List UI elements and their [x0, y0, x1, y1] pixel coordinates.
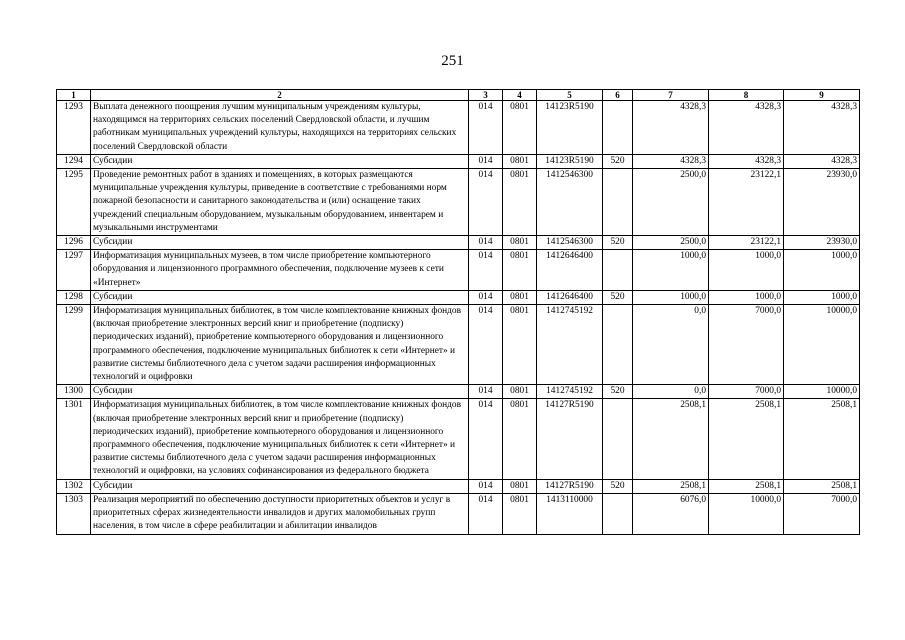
row-number: 1300: [57, 385, 91, 399]
amount-col-9: 1000,0: [784, 250, 860, 291]
table-row: [57, 290, 860, 304]
amount-col-8: 1000,0: [709, 250, 784, 291]
row-description: Проведение ремонтных работ в зданиях и помещениях, в которых размещаются муниципальные учреждения культуры, приведение в соответствие с требованиями норм пожарной безопасности и санитарного законодательства и (или) оснащение таких учреждений специальным оборудованием, музыкальным оборудованием, инвентарем и музыкальными инструментами: [91, 169, 469, 236]
cell-code-3: 014: [469, 479, 503, 493]
amount-col-9: 1000,0: [784, 290, 860, 304]
table-row: [57, 493, 860, 534]
amount-col-9: 7000,0: [784, 493, 860, 534]
amount-col-7: 4328,3: [633, 101, 709, 155]
cell-code-6: 520: [603, 290, 633, 304]
row-description: Реализация мероприятий по обеспечению доступности приоритетных объектов и услуг в приоритетных сферах жизнедеятельности инвалидов и других маломобильных групп населения, в том числе в сфере реабилитации и абилитации инвалидов: [91, 493, 469, 534]
amount-col-9: 10000,0: [784, 385, 860, 399]
amount-col-7: 2508,1: [633, 399, 709, 479]
column-header: 4: [503, 90, 537, 101]
row-description: Субсидии: [91, 290, 469, 304]
amount-col-8: 4328,3: [709, 154, 784, 168]
amount-col-8: 10000,0: [709, 493, 784, 534]
table-row: [57, 169, 860, 236]
cell-code-5: 1412546300: [537, 236, 603, 250]
row-number: 1294: [57, 154, 91, 168]
cell-code-6: [603, 101, 633, 155]
amount-col-7: 6076,0: [633, 493, 709, 534]
cell-code-5: 14127R5190: [537, 399, 603, 479]
cell-code-3: 014: [469, 290, 503, 304]
amount-col-9: 4328,3: [784, 101, 860, 155]
cell-code-6: 520: [603, 236, 633, 250]
amount-col-7: 1000,0: [633, 250, 709, 291]
column-header: 8: [709, 90, 784, 101]
amount-col-9: 23930,0: [784, 236, 860, 250]
row-description: Субсидии: [91, 236, 469, 250]
table-row: [57, 305, 860, 385]
amount-col-7: 2500,0: [633, 169, 709, 236]
cell-code-6: [603, 399, 633, 479]
amount-col-8: 23122,1: [709, 169, 784, 236]
amount-col-8: 7000,0: [709, 305, 784, 385]
row-description: Выплата денежного поощрения лучшим муниципальным учреждениям культуры, находящимся на территориях сельских поселений Свердловской области, и лучшим работникам муниципальных учреждений культуры, находящихся на территориях сельских поселений Свердловской области: [91, 101, 469, 155]
row-description: Информатизация муниципальных библиотек, в том числе комплектование книжных фондов (включая приобретение электронных версий книг и приобретение (подписку) периодических изданий), приобретение компьютерного оборудования и лицензионного программного обеспечения, подключение муниципальных библиотек к сети «Интернет» и развитие системы библиотечного дела с учетом задачи расширения информационных технологий и оцифровки, на условиях софинансирования из федерального бюджета: [91, 399, 469, 479]
amount-col-7: 0,0: [633, 305, 709, 385]
table-row: [57, 154, 860, 168]
table-row: [57, 385, 860, 399]
cell-code-5: 1412546300: [537, 169, 603, 236]
row-number: 1303: [57, 493, 91, 534]
cell-code-5: 1412646400: [537, 250, 603, 291]
amount-col-9: 4328,3: [784, 154, 860, 168]
row-description: Субсидии: [91, 385, 469, 399]
cell-code-3: 014: [469, 169, 503, 236]
amount-col-7: 2500,0: [633, 236, 709, 250]
cell-code-5: 1412745192: [537, 305, 603, 385]
row-number: 1302: [57, 479, 91, 493]
row-number: 1296: [57, 236, 91, 250]
cell-code-4: 0801: [503, 399, 537, 479]
cell-code-4: 0801: [503, 101, 537, 155]
cell-code-4: 0801: [503, 169, 537, 236]
cell-code-5: 1412745192: [537, 385, 603, 399]
cell-code-3: 014: [469, 250, 503, 291]
cell-code-5: 14123R5190: [537, 154, 603, 168]
amount-col-7: 1000,0: [633, 290, 709, 304]
row-description: Субсидии: [91, 479, 469, 493]
column-header: 5: [537, 90, 603, 101]
table-row: [57, 399, 860, 479]
cell-code-5: 14123R5190: [537, 101, 603, 155]
column-header: 2: [91, 90, 469, 101]
column-header: 6: [603, 90, 633, 101]
row-description: Субсидии: [91, 154, 469, 168]
header-row: [57, 90, 860, 101]
cell-code-4: 0801: [503, 305, 537, 385]
row-number: 1298: [57, 290, 91, 304]
amount-col-8: 1000,0: [709, 290, 784, 304]
cell-code-3: 014: [469, 101, 503, 155]
column-header: 3: [469, 90, 503, 101]
amount-col-7: 2508,1: [633, 479, 709, 493]
table-row: [57, 236, 860, 250]
cell-code-5: 14127R5190: [537, 479, 603, 493]
row-description: Информатизация муниципальных музеев, в том числе приобретение компьютерного оборудования и лицензионного программного обеспечения, подключение музеев к сети «Интернет»: [91, 250, 469, 291]
amount-col-7: 4328,3: [633, 154, 709, 168]
cell-code-3: 014: [469, 493, 503, 534]
cell-code-4: 0801: [503, 154, 537, 168]
amount-col-9: 10000,0: [784, 305, 860, 385]
amount-col-8: 7000,0: [709, 385, 784, 399]
cell-code-3: 014: [469, 236, 503, 250]
row-number: 1293: [57, 101, 91, 155]
row-number: 1295: [57, 169, 91, 236]
column-header: 7: [633, 90, 709, 101]
cell-code-3: 014: [469, 399, 503, 479]
row-description: Информатизация муниципальных библиотек, в том числе комплектование книжных фондов (включая приобретение электронных версий книг и приобретение (подписку) периодических изданий), приобретение компьютерного оборудования и лицензионного программного обеспечения, подключение муниципальных библиотек к сети «Интернет» и развитие системы библиотечного дела с учетом задачи расширения информационных технологий и оцифровки: [91, 305, 469, 385]
table-body: [57, 101, 860, 535]
page-number: 251: [441, 53, 464, 69]
cell-code-6: [603, 305, 633, 385]
row-number: 1297: [57, 250, 91, 291]
column-header: 1: [57, 90, 91, 101]
cell-code-3: 014: [469, 305, 503, 385]
cell-code-4: 0801: [503, 493, 537, 534]
cell-code-6: [603, 493, 633, 534]
budget-table: [56, 89, 860, 535]
table-row: [57, 101, 860, 155]
cell-code-6: 520: [603, 154, 633, 168]
cell-code-3: 014: [469, 154, 503, 168]
amount-col-9: 23930,0: [784, 169, 860, 236]
cell-code-6: 520: [603, 479, 633, 493]
cell-code-5: 1412646400: [537, 290, 603, 304]
cell-code-6: [603, 169, 633, 236]
table-row: [57, 250, 860, 291]
cell-code-6: 520: [603, 385, 633, 399]
amount-col-8: 4328,3: [709, 101, 784, 155]
cell-code-4: 0801: [503, 385, 537, 399]
amount-col-9: 2508,1: [784, 479, 860, 493]
cell-code-4: 0801: [503, 479, 537, 493]
row-number: 1301: [57, 399, 91, 479]
amount-col-8: 2508,1: [709, 399, 784, 479]
row-number: 1299: [57, 305, 91, 385]
cell-code-4: 0801: [503, 250, 537, 291]
amount-col-9: 2508,1: [784, 399, 860, 479]
cell-code-4: 0801: [503, 236, 537, 250]
amount-col-8: 23122,1: [709, 236, 784, 250]
column-header: 9: [784, 90, 860, 101]
cell-code-3: 014: [469, 385, 503, 399]
cell-code-6: [603, 250, 633, 291]
amount-col-7: 0,0: [633, 385, 709, 399]
amount-col-8: 2508,1: [709, 479, 784, 493]
table-row: [57, 479, 860, 493]
cell-code-5: 1413110000: [537, 493, 603, 534]
cell-code-4: 0801: [503, 290, 537, 304]
